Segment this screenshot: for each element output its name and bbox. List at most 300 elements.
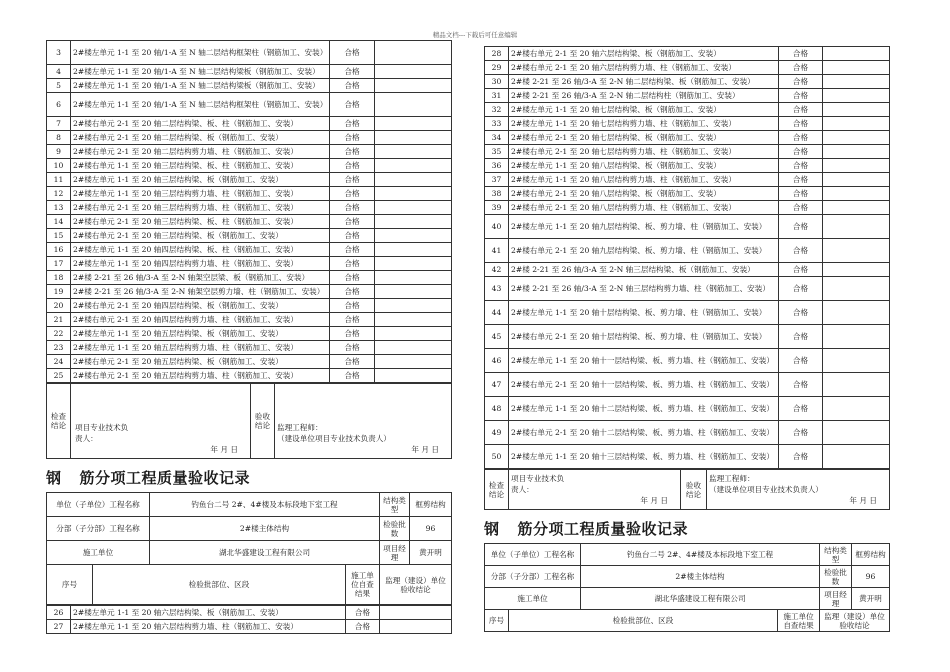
header-no: 序号 [47, 565, 93, 605]
row-part: 2#楼 2-21 至 26 轴/3-A 至 2-N 轴二层结构梁、板（钢筋加工、安装） [509, 75, 779, 89]
row-part: 2#楼左单元 1-1 至 20 轴六层结构剪力墙、柱（钢筋加工、安装） [71, 620, 346, 634]
row-number: 43 [485, 277, 509, 301]
row-part: 2#楼左单元 1-1 至 20 轴/1-A 至 N 轴二层结构梁板（钢筋加工、安装） [71, 79, 330, 93]
row-number: 9 [47, 145, 71, 159]
row-supervise-result [823, 159, 890, 173]
row-part: 2#楼左单元 1-1 至 20 轴四层结构梁、板、柱（钢筋加工、安装） [71, 243, 330, 257]
row-number: 46 [485, 349, 509, 373]
row-number: 38 [485, 187, 509, 201]
table-row [485, 373, 890, 397]
row-supervise-result [823, 325, 890, 349]
row-self-check-result: 合格 [779, 215, 823, 239]
unit-value: 钓鱼台二号 2#、4#楼及本标段地下室工程 [150, 493, 380, 517]
row-number: 44 [485, 301, 509, 325]
row-number: 22 [47, 327, 71, 341]
row-part: 2#楼左单元 1-1 至 20 轴七层结构梁、板（钢筋加工、安装） [509, 103, 779, 117]
row-number: 24 [47, 355, 71, 369]
row-self-check-result: 合格 [330, 187, 375, 201]
row-number: 16 [47, 243, 71, 257]
row-supervise-result [375, 159, 452, 173]
right-struct-type-value: 框剪结构 [852, 544, 890, 566]
row-number: 40 [485, 215, 509, 239]
table-row [47, 313, 452, 327]
table-row [47, 243, 452, 257]
row-part: 2#楼 2-21 至 26 轴/3-A 至 2-N 轴二层结构柱（钢筋加工、安装） [509, 89, 779, 103]
row-number: 39 [485, 201, 509, 215]
row-number: 27 [47, 620, 71, 634]
right-form-title-b: 筋分项工程质量验收记录 [517, 520, 689, 538]
row-self-check-result: 合格 [779, 89, 823, 103]
right-accept-date: 年 月 日 [849, 496, 877, 505]
row-supervise-result [823, 263, 890, 277]
right-batch-label: 检验批数 [820, 566, 852, 588]
row-part: 2#楼右单元 2-1 至 20 轴八层结构梁、板（钢筋加工、安装） [509, 187, 779, 201]
table-row [485, 47, 890, 61]
row-self-check-result: 合格 [330, 159, 375, 173]
table-row [485, 173, 890, 187]
table-row [485, 201, 890, 215]
row-supervise-result [823, 421, 890, 445]
table-row [485, 145, 890, 159]
right-column [484, 46, 890, 632]
row-number: 4 [47, 65, 71, 79]
row-supervise-result [375, 299, 452, 313]
check-conclusion-cell [71, 384, 251, 459]
row-supervise-result [823, 201, 890, 215]
row-part: 2#楼右单元 2-1 至 20 轴十一层结构梁、板、剪力墙、柱（钢筋加工、安装） [509, 373, 779, 397]
row-number: 14 [47, 215, 71, 229]
right-header-part: 检验批部位、区段 [509, 610, 778, 632]
check-person-label: 项目专业技术负责人： [75, 422, 129, 443]
row-supervise-result [823, 239, 890, 263]
left-inspection-table [46, 40, 452, 383]
row-self-check-result: 合格 [330, 327, 375, 341]
watermark-text: 精品文档---下载后可任意编辑 [432, 31, 518, 39]
right-form-title-a: 钢 [484, 520, 500, 538]
row-part: 2#楼右单元 2-1 至 20 轴十层结构梁、板、剪力墙、柱（钢筋加工、安装） [509, 325, 779, 349]
row-number: 18 [47, 271, 71, 285]
row-supervise-result [823, 187, 890, 201]
row-self-check-result: 合格 [779, 145, 823, 159]
row-self-check-result: 合格 [330, 313, 375, 327]
table-row [47, 257, 452, 271]
row-self-check-result: 合格 [346, 606, 380, 620]
row-supervise-result [380, 620, 452, 634]
row-part: 2#楼左单元 1-1 至 20 轴/1-A 至 N 轴二层结构框架柱（钢筋加工、安装） [71, 93, 330, 117]
row-part: 2#楼右单元 2-1 至 20 轴六层结构梁、板（钢筋加工、安装） [509, 47, 779, 61]
table-row [485, 61, 890, 75]
table-row [47, 79, 452, 93]
row-supervise-result [375, 117, 452, 131]
row-number: 48 [485, 397, 509, 421]
row-supervise-result [823, 349, 890, 373]
row-number: 21 [47, 313, 71, 327]
batch-label: 检验批数 [380, 517, 410, 541]
row-number: 42 [485, 263, 509, 277]
row-number: 23 [47, 341, 71, 355]
row-part: 2#楼右单元 2-1 至 20 轴五层结构梁、板（钢筋加工、安装） [71, 355, 330, 369]
row-supervise-result [375, 285, 452, 299]
row-part: 2#楼右单元 2-1 至 20 轴三层结构剪力墙、柱（钢筋加工、安装） [71, 201, 330, 215]
row-supervise-result [375, 327, 452, 341]
right-struct-type-label: 结构类型 [820, 544, 852, 566]
table-row [47, 65, 452, 79]
row-self-check-result: 合格 [779, 47, 823, 61]
table-row [485, 187, 890, 201]
right-check-date: 年 月 日 [640, 496, 668, 505]
table-row [485, 349, 890, 373]
row-part: 2#楼右单元 2-1 至 20 轴三层结构梁、板（钢筋加工、安装） [71, 229, 330, 243]
row-part: 2#楼右单元 2-1 至 20 轴三层结构梁、板、柱（钢筋加工、安装） [71, 215, 330, 229]
right-conclusion-table [484, 469, 890, 510]
header-self-check: 施工单位自查结果 [346, 565, 380, 605]
table-row [47, 620, 452, 634]
form-title-b: 筋分项工程质量验收记录 [79, 469, 251, 487]
table-row [47, 41, 452, 65]
table-row [47, 215, 452, 229]
right-form-header-table [484, 543, 890, 632]
row-supervise-result [375, 229, 452, 243]
right-unit-value: 钓鱼台二号 2#、4#楼及本标段地下室工程 [581, 544, 820, 566]
table-row [485, 277, 890, 301]
row-supervise-result [823, 301, 890, 325]
table-row [47, 327, 452, 341]
row-part: 2#楼 2-21 至 26 轴/3-A 至 2-N 轴架空层梁、板（钢筋加工、安装） [71, 271, 330, 285]
row-number: 34 [485, 131, 509, 145]
row-part: 2#楼左单元 1-1 至 20 轴/1-A 至 N 轴二层结构框架柱（钢筋加工、安装） [71, 41, 330, 65]
row-self-check-result: 合格 [779, 75, 823, 89]
form-title [46, 467, 452, 488]
row-supervise-result [375, 187, 452, 201]
row-self-check-result: 合格 [330, 341, 375, 355]
row-self-check-result: 合格 [330, 369, 375, 383]
row-number: 26 [47, 606, 71, 620]
check-conclusion-label: 检查结论 [47, 384, 71, 459]
right-supervisor-label: 监理工程师： [709, 474, 755, 483]
form-title-a: 钢 [46, 469, 62, 487]
right-contractor-value: 湖北华盛建设工程有限公司 [581, 588, 820, 610]
row-self-check-result: 合格 [779, 349, 823, 373]
row-supervise-result [375, 341, 452, 355]
sub-label: 分部（子分部）工程名称 [47, 517, 150, 541]
header-part: 检验批部位、区段 [93, 565, 346, 605]
row-supervise-result [823, 47, 890, 61]
row-number: 6 [47, 93, 71, 117]
table-row [47, 173, 452, 187]
row-part: 2#楼右单元 2-1 至 20 轴五层结构剪力墙、柱（钢筋加工、安装） [71, 369, 330, 383]
row-part: 2#楼左单元 1-1 至 20 轴十一层结构梁、板、剪力墙、柱（钢筋加工、安装） [509, 349, 779, 373]
accept-conclusion-label: 验收结论 [251, 384, 275, 459]
right-accept-conclusion-label: 验收结论 [681, 470, 707, 510]
manager-value: 黄开明 [410, 541, 452, 565]
row-part: 2#楼左单元 1-1 至 20 轴五层结构剪力墙、柱（钢筋加工、安装） [71, 341, 330, 355]
row-supervise-result [823, 397, 890, 421]
table-row [47, 271, 452, 285]
row-number: 36 [485, 159, 509, 173]
row-number: 29 [485, 61, 509, 75]
row-number: 45 [485, 325, 509, 349]
sub-value: 2#楼主体结构 [150, 517, 380, 541]
contractor-value: 湖北华盛建设工程有限公司 [150, 541, 380, 565]
row-number: 49 [485, 421, 509, 445]
struct-type-value: 框剪结构 [410, 493, 452, 517]
row-supervise-result [375, 257, 452, 271]
row-part: 2#楼左单元 1-1 至 20 轴十三层结构梁、板、剪力墙、柱（钢筋加工、安装） [509, 445, 779, 469]
table-row [47, 229, 452, 243]
row-self-check-result: 合格 [779, 397, 823, 421]
row-self-check-result: 合格 [330, 355, 375, 369]
row-number: 15 [47, 229, 71, 243]
right-accept-conclusion-cell [707, 470, 890, 510]
row-self-check-result: 合格 [330, 257, 375, 271]
row-supervise-result [823, 75, 890, 89]
row-number: 8 [47, 131, 71, 145]
row-supervise-result [823, 61, 890, 75]
row-self-check-result: 合格 [330, 131, 375, 145]
table-row [47, 355, 452, 369]
table-row [47, 187, 452, 201]
table-row [485, 325, 890, 349]
right-manager-value: 黄开明 [852, 588, 890, 610]
table-row [485, 421, 890, 445]
accept-conclusion-cell [275, 384, 452, 459]
row-self-check-result: 合格 [779, 325, 823, 349]
row-self-check-result: 合格 [330, 271, 375, 285]
row-number: 37 [485, 173, 509, 187]
left-tail-table [46, 605, 452, 634]
table-row [485, 117, 890, 131]
table-row [47, 285, 452, 299]
table-row [485, 239, 890, 263]
row-part: 2#楼 2-21 至 26 轴/3-A 至 2-N 轴架空层剪力墙、柱（钢筋加工、安装） [71, 285, 330, 299]
row-self-check-result: 合格 [330, 201, 375, 215]
row-part: 2#楼左单元 1-1 至 20 轴/1-A 至 N 轴二层结构梁板（钢筋加工、安装） [71, 65, 330, 79]
row-part: 2#楼右单元 2-1 至 20 轴六层结构剪力墙、柱（钢筋加工、安装） [509, 61, 779, 75]
row-self-check-result: 合格 [330, 173, 375, 187]
row-self-check-result: 合格 [330, 145, 375, 159]
table-row [47, 201, 452, 215]
row-self-check-result: 合格 [779, 301, 823, 325]
row-part: 2#楼右单元 1-1 至 20 轴三层结构梁、板、柱（钢筋加工、安装） [71, 159, 330, 173]
row-part: 2#楼左单元 1-1 至 20 轴十层结构梁、板、剪力墙、柱（钢筋加工、安装） [509, 301, 779, 325]
row-part: 2#楼右单元 2-1 至 20 轴八层结构剪力墙、柱（钢筋加工、安装） [509, 201, 779, 215]
row-supervise-result [375, 131, 452, 145]
table-row [47, 93, 452, 117]
left-column [46, 40, 452, 634]
row-part: 2#楼左单元 1-1 至 20 轴六层结构梁、板（钢筋加工、安装） [71, 606, 346, 620]
row-part: 2#楼左单元 1-1 至 20 轴三层结构梁、板（钢筋加工、安装） [71, 173, 330, 187]
row-number: 19 [47, 285, 71, 299]
table-row [485, 263, 890, 277]
row-supervise-result [823, 173, 890, 187]
manager-label: 项目经理 [380, 541, 410, 565]
table-row [485, 215, 890, 239]
row-supervise-result [823, 373, 890, 397]
right-check-conclusion-cell [509, 470, 681, 510]
right-contractor-label: 施工单位 [485, 588, 581, 610]
row-self-check-result: 合格 [330, 215, 375, 229]
supervisor-label: 监理工程师： [277, 422, 323, 432]
row-number: 17 [47, 257, 71, 271]
row-self-check-result: 合格 [330, 65, 375, 79]
row-supervise-result [375, 215, 452, 229]
table-row [47, 606, 452, 620]
row-number: 31 [485, 89, 509, 103]
row-supervise-result [823, 131, 890, 145]
batch-value: 96 [410, 517, 452, 541]
table-row [485, 75, 890, 89]
row-number: 20 [47, 299, 71, 313]
table-row [47, 299, 452, 313]
row-self-check-result: 合格 [330, 229, 375, 243]
row-part: 2#楼右单元 2-1 至 20 轴十二层结构梁、板、剪力墙、柱（钢筋加工、安装） [509, 421, 779, 445]
right-batch-value: 96 [852, 566, 890, 588]
struct-type-label: 结构类型 [380, 493, 410, 517]
right-unit-label: 单位（子单位）工程名称 [485, 544, 581, 566]
row-self-check-result: 合格 [330, 243, 375, 257]
row-self-check-result: 合格 [779, 61, 823, 75]
row-supervise-result [823, 117, 890, 131]
row-part: 2#楼 2-21 至 26 轴/3-A 至 2-N 轴三层结构剪力墙、柱（钢筋加工、安装） [509, 277, 779, 301]
row-part: 2#楼左单元 1-1 至 20 轴八层结构剪力墙、柱（钢筋加工、安装） [509, 173, 779, 187]
row-self-check-result: 合格 [779, 239, 823, 263]
row-supervise-result [375, 93, 452, 117]
table-row [47, 117, 452, 131]
table-row [485, 301, 890, 325]
supervisor-note: （建设单位项目专业技术负责人） [277, 433, 391, 443]
row-number: 50 [485, 445, 509, 469]
row-part: 2#楼右单元 2-1 至 20 轴四层结构剪力墙、柱（钢筋加工、安装） [71, 313, 330, 327]
table-row [47, 369, 452, 383]
row-self-check-result: 合格 [779, 277, 823, 301]
row-supervise-result [375, 271, 452, 285]
row-self-check-result: 合格 [330, 79, 375, 93]
row-number: 30 [485, 75, 509, 89]
row-supervise-result [375, 355, 452, 369]
row-number: 10 [47, 159, 71, 173]
row-supervise-result [823, 103, 890, 117]
left-form-header-table [46, 492, 452, 605]
row-part: 2#楼左单元 1-1 至 20 轴八层结构梁、板（钢筋加工、安装） [509, 159, 779, 173]
table-row [485, 103, 890, 117]
row-part: 2#楼右单元 2-1 至 20 轴二层结构梁、板（钢筋加工、安装） [71, 131, 330, 145]
row-part: 2#楼左单元 1-1 至 20 轴四层结构剪力墙、柱（钢筋加工、安装） [71, 257, 330, 271]
row-self-check-result: 合格 [330, 117, 375, 131]
row-number: 7 [47, 117, 71, 131]
row-self-check-result: 合格 [779, 373, 823, 397]
left-conclusion-table [46, 383, 452, 459]
contractor-label: 施工单位 [47, 541, 150, 565]
table-row [47, 159, 452, 173]
row-supervise-result [375, 65, 452, 79]
row-supervise-result [823, 445, 890, 469]
right-header-self-check: 施工单位自查结果 [778, 610, 820, 632]
row-number: 5 [47, 79, 71, 93]
row-part: 2#楼左单元 1-1 至 20 轴五层结构梁、板（钢筋加工、安装） [71, 327, 330, 341]
row-number: 28 [485, 47, 509, 61]
right-header-supervise: 监理（建设）单位验收结论 [820, 610, 890, 632]
row-supervise-result [375, 243, 452, 257]
row-part: 2#楼右单元 2-1 至 20 轴二层结构梁、板、柱（钢筋加工、安装） [71, 117, 330, 131]
row-self-check-result: 合格 [779, 263, 823, 277]
row-self-check-result: 合格 [779, 117, 823, 131]
row-number: 3 [47, 41, 71, 65]
right-check-conclusion-label: 检查结论 [485, 470, 509, 510]
row-part: 2#楼右单元 2-1 至 20 轴九层结构梁、板、剪力墙、柱（钢筋加工、安装） [509, 239, 779, 263]
row-self-check-result: 合格 [330, 41, 375, 65]
row-self-check-result: 合格 [779, 445, 823, 469]
row-supervise-result [375, 173, 452, 187]
row-part: 2#楼左单元 1-1 至 20 轴十二层结构梁、板、剪力墙、柱（钢筋加工、安装） [509, 397, 779, 421]
row-supervise-result [823, 89, 890, 103]
row-part: 2#楼右单元 2-1 至 20 轴七层结构梁、板（钢筋加工、安装） [509, 131, 779, 145]
row-self-check-result: 合格 [330, 285, 375, 299]
table-row [47, 131, 452, 145]
accept-date: 年 月 日 [411, 444, 439, 454]
row-supervise-result [380, 606, 452, 620]
row-part: 2#楼左单元 1-1 至 20 轴三层结构剪力墙、柱（钢筋加工、安装） [71, 187, 330, 201]
row-part: 2#楼右单元 2-1 至 20 轴七层结构剪力墙、柱（钢筋加工、安装） [509, 145, 779, 159]
row-part: 2#楼右单元 2-1 至 20 轴二层结构剪力墙、柱（钢筋加工、安装） [71, 145, 330, 159]
unit-label: 单位（子单位）工程名称 [47, 493, 150, 517]
row-number: 33 [485, 117, 509, 131]
row-supervise-result [823, 145, 890, 159]
table-row [485, 397, 890, 421]
row-supervise-result [823, 215, 890, 239]
check-date: 年 月 日 [210, 444, 238, 454]
right-supervisor-note: （建设单位项目专业技术负责人） [709, 485, 823, 494]
row-part: 2#楼右单元 2-1 至 20 轴四层结构梁、板（钢筋加工、安装） [71, 299, 330, 313]
table-row [485, 131, 890, 145]
right-sub-label: 分部（子分部）工程名称 [485, 566, 581, 588]
row-self-check-result: 合格 [779, 173, 823, 187]
row-self-check-result: 合格 [346, 620, 380, 634]
right-manager-label: 项目经理 [820, 588, 852, 610]
row-supervise-result [375, 369, 452, 383]
row-number: 35 [485, 145, 509, 159]
table-row [47, 341, 452, 355]
row-self-check-result: 合格 [330, 299, 375, 313]
row-self-check-result: 合格 [779, 103, 823, 117]
row-supervise-result [823, 277, 890, 301]
row-self-check-result: 合格 [779, 131, 823, 145]
table-row [485, 89, 890, 103]
header-supervise: 监理（建设）单位验收结论 [380, 565, 452, 605]
row-number: 13 [47, 201, 71, 215]
row-part: 2#楼 2-21 至 26 轴/3-A 至 2-N 轴三层结构梁、板（钢筋加工、安装） [509, 263, 779, 277]
row-supervise-result [375, 145, 452, 159]
row-self-check-result: 合格 [779, 421, 823, 445]
row-part: 2#楼左单元 1-1 至 20 轴七层结构剪力墙、柱（钢筋加工、安装） [509, 117, 779, 131]
table-row [47, 145, 452, 159]
table-row [485, 445, 890, 469]
row-number: 12 [47, 187, 71, 201]
row-supervise-result [375, 201, 452, 215]
right-inspection-table [484, 46, 890, 469]
row-number: 25 [47, 369, 71, 383]
row-self-check-result: 合格 [330, 93, 375, 117]
row-self-check-result: 合格 [779, 159, 823, 173]
row-self-check-result: 合格 [779, 187, 823, 201]
right-check-person-label: 项目专业技术负责人： [511, 474, 565, 494]
row-number: 47 [485, 373, 509, 397]
row-number: 32 [485, 103, 509, 117]
row-number: 41 [485, 239, 509, 263]
row-part: 2#楼左单元 1-1 至 20 轴九层结构梁、板、剪力墙、柱（钢筋加工、安装） [509, 215, 779, 239]
row-supervise-result [375, 79, 452, 93]
row-self-check-result: 合格 [779, 201, 823, 215]
right-header-no: 序号 [485, 610, 509, 632]
